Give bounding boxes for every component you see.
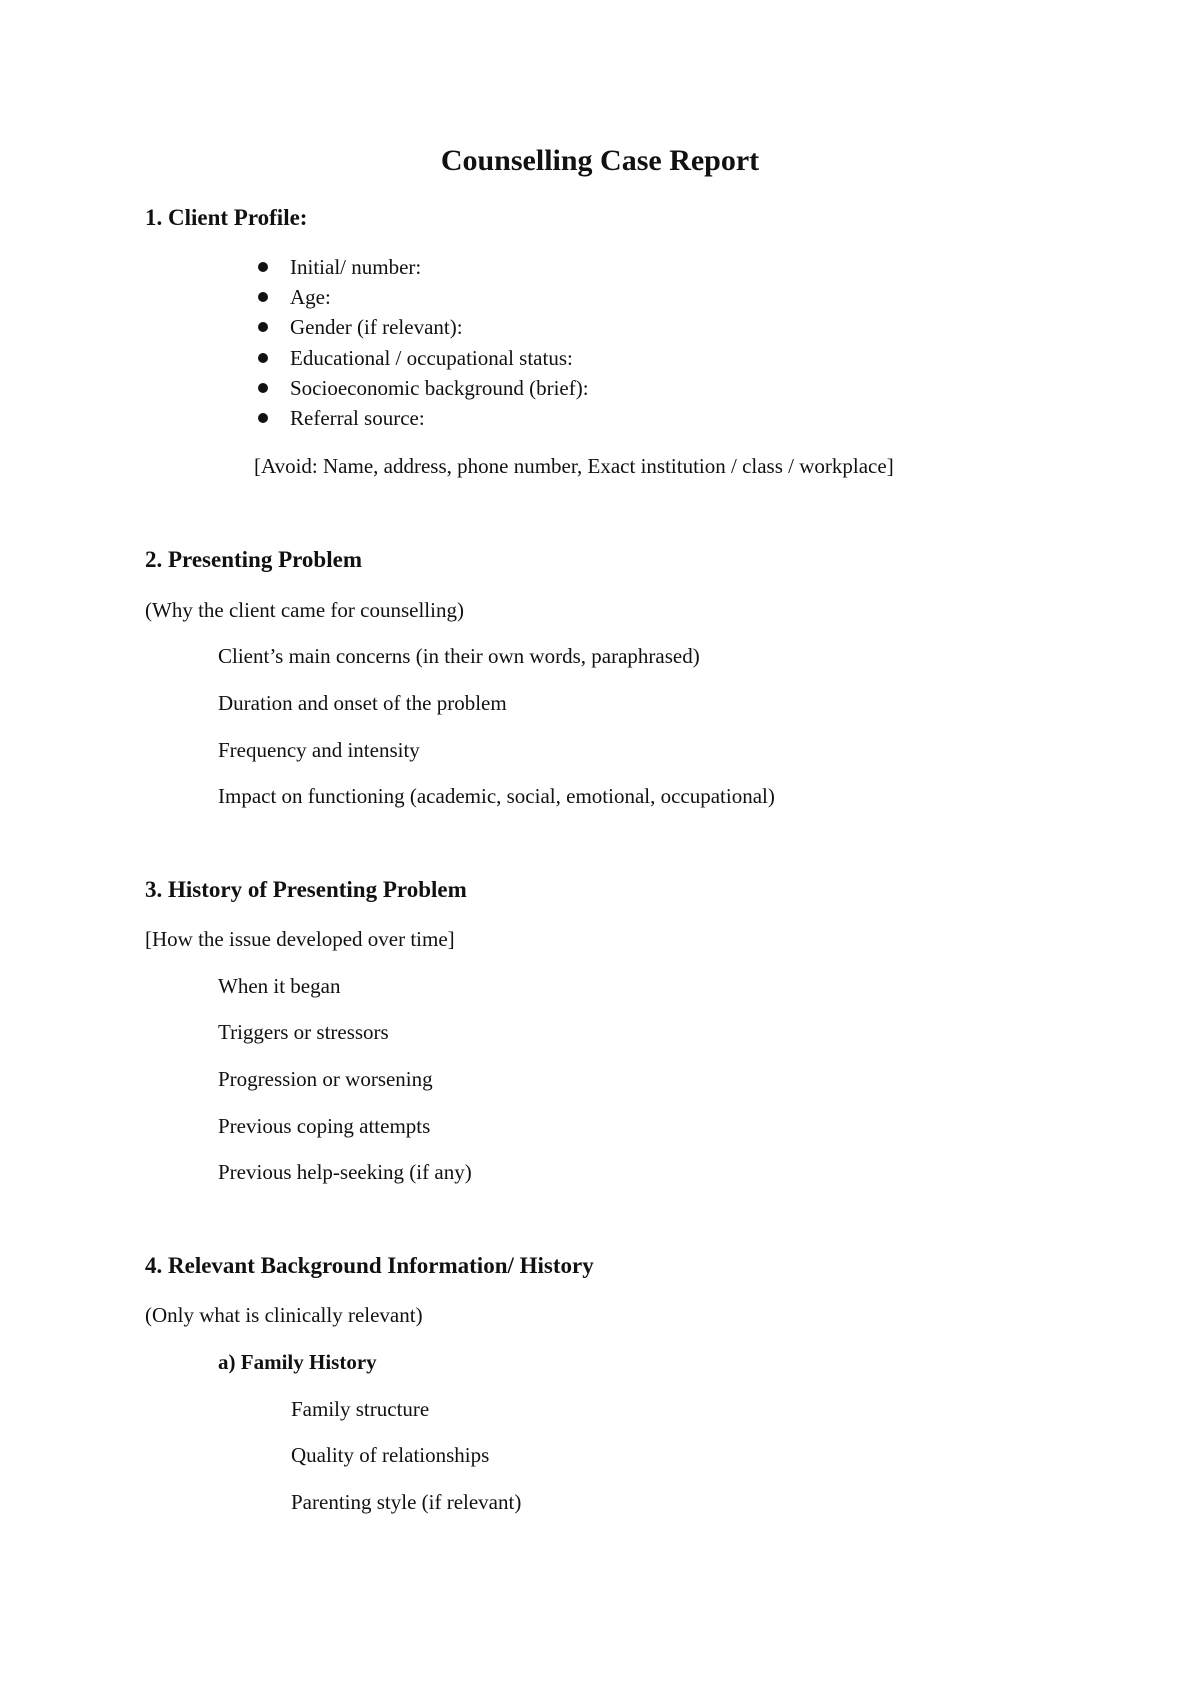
- list-item: [258, 284, 589, 314]
- list-item: Frequency and intensity: [218, 738, 420, 762]
- list-item: Family structure: [291, 1397, 430, 1421]
- list-item: [258, 375, 589, 405]
- list-item: When it began: [218, 974, 341, 998]
- list-item: Progression or worsening: [218, 1067, 433, 1091]
- list-item: Client’s main concerns (in their own words, paraphrased): [218, 644, 700, 668]
- section-heading-presenting-problem: 2. Presenting Problem: [145, 547, 362, 572]
- bullet-icon: [258, 292, 268, 302]
- list-item-text: Referral source:: [290, 405, 425, 430]
- list-item-text: Gender (if relevant):: [290, 315, 463, 340]
- bullet-icon: [258, 413, 268, 423]
- list-item: [258, 405, 589, 435]
- list-item: [258, 254, 589, 284]
- list-item: Quality of relationships: [291, 1443, 490, 1467]
- list-item-text: Educational / occupational status:: [290, 345, 573, 370]
- section-intro: (Why the client came for counselling): [145, 598, 464, 622]
- section-intro: [How the issue developed over time]: [145, 927, 455, 951]
- section-intro: (Only what is clinically relevant): [145, 1303, 423, 1327]
- list-item: Impact on functioning (academic, social, emotional, occupational): [218, 784, 775, 808]
- bullet-icon: [258, 322, 268, 332]
- bullet-icon: [258, 383, 268, 393]
- list-item: Previous help-seeking (if any): [218, 1160, 472, 1184]
- privacy-note: [Avoid: Name, address, phone number, Exact institution / class / workplace]: [254, 454, 894, 478]
- list-item: [258, 345, 589, 375]
- section-heading-history: 3. History of Presenting Problem: [145, 877, 467, 902]
- client-profile-list: [258, 254, 589, 435]
- page-title: Counselling Case Report: [440, 144, 760, 177]
- list-item: Duration and onset of the problem: [218, 691, 507, 715]
- list-item-text: Initial/ number:: [290, 255, 422, 279]
- list-item-text: Socioeconomic background (brief):: [290, 375, 589, 400]
- list-item: Parenting style (if relevant): [291, 1490, 522, 1514]
- list-item: Previous coping attempts: [218, 1114, 431, 1138]
- bullet-icon: [258, 353, 268, 363]
- section-heading-client-profile: 1. Client Profile:: [145, 205, 308, 230]
- list-item: Triggers or stressors: [218, 1020, 389, 1044]
- section-heading-background: 4. Relevant Background Information/ History: [145, 1253, 594, 1278]
- list-item: [258, 314, 589, 344]
- bullet-icon: [258, 262, 268, 272]
- list-item-text: Age:: [290, 285, 331, 310]
- subsection-heading-family-history: a) Family History: [218, 1350, 377, 1374]
